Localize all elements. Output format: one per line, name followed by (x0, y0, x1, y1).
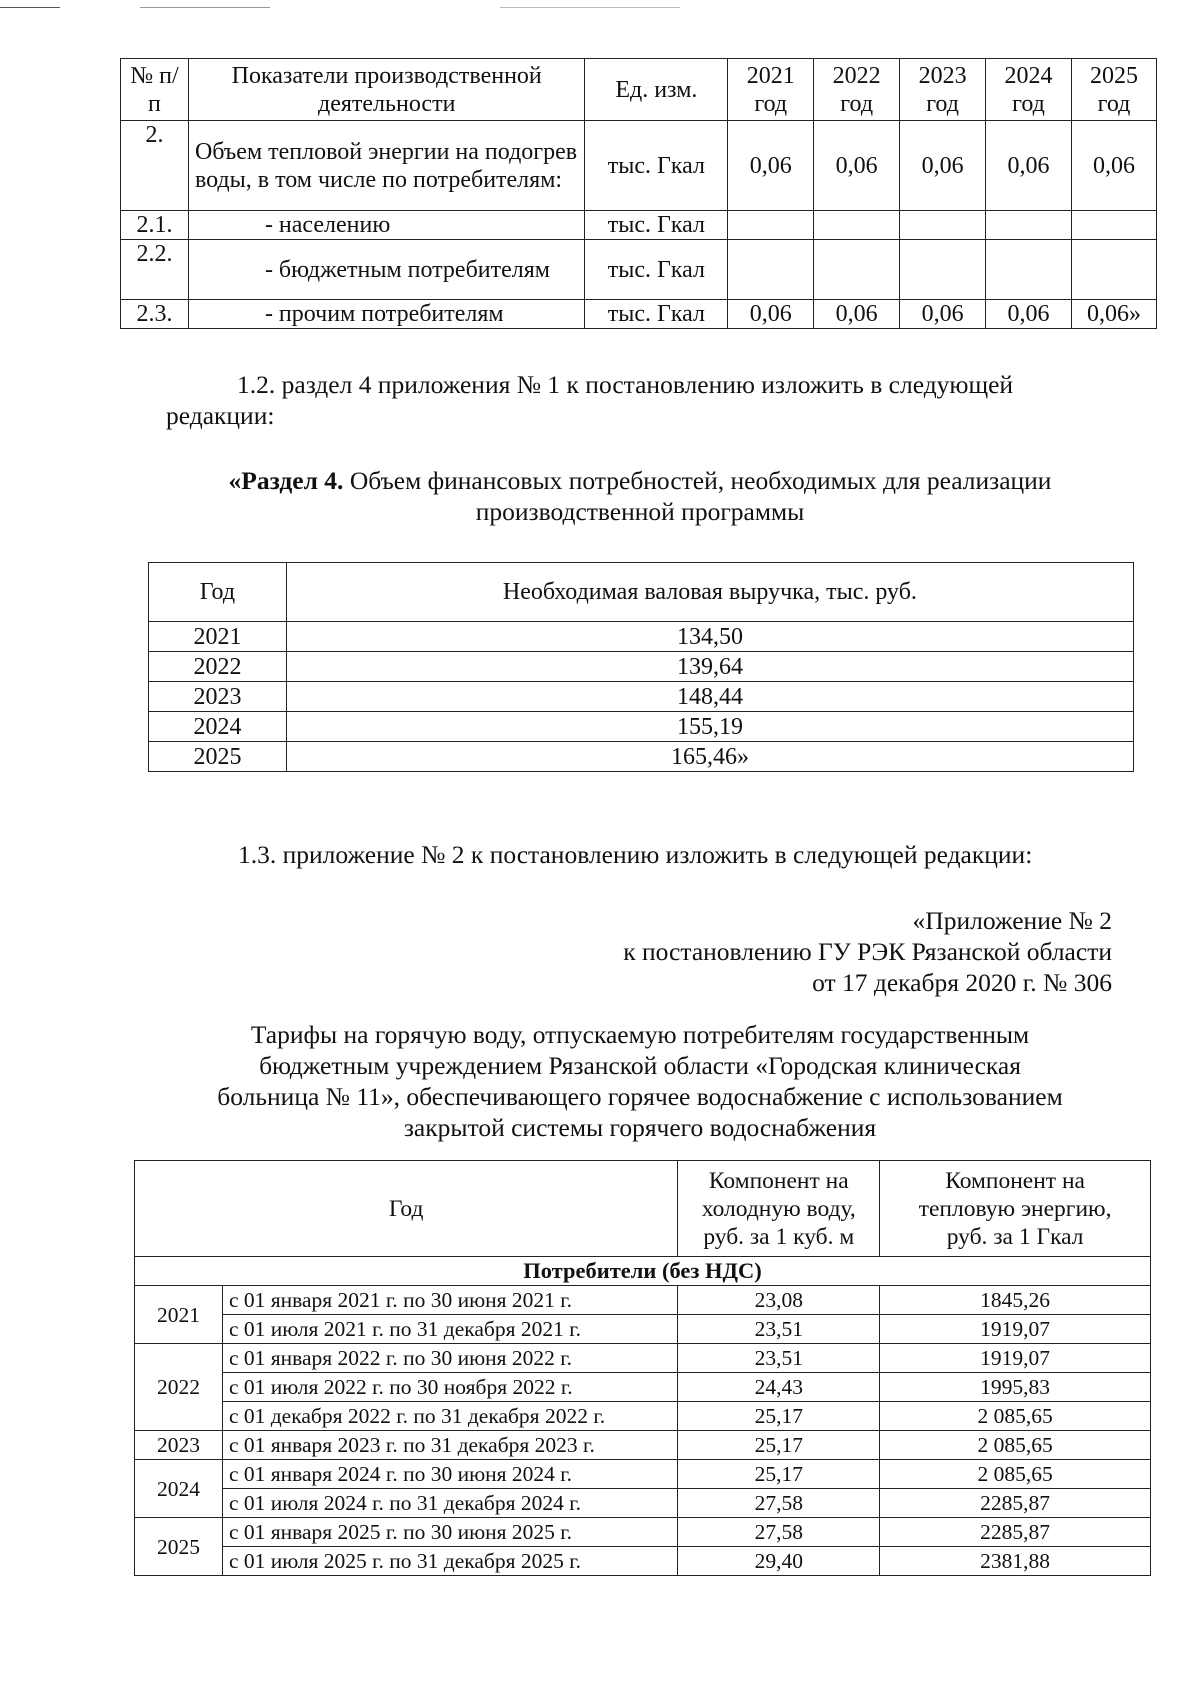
value-cell: 0,06 (1071, 121, 1156, 211)
value-cell (728, 211, 814, 240)
table-row (135, 1518, 1151, 1547)
revenue-cell: 155,19 (286, 712, 1133, 742)
tariff-title-line4: закрытой системы горячего водоснабжения (403, 1113, 877, 1142)
consumers-group-label: Потребители (без НДС) (135, 1257, 1151, 1286)
appendix-line1: «Приложение № 2 (912, 906, 1112, 935)
value-cell (1071, 240, 1156, 300)
scan-mark (0, 7, 60, 8)
period-cell: с 01 января 2022 г. по 30 июня 2022 г. (222, 1344, 677, 1373)
cold-value: 25,17 (678, 1431, 880, 1460)
year-cell: 2021 (149, 622, 287, 652)
heat-value: 1845,26 (880, 1286, 1151, 1315)
revenue-cell: 134,50 (286, 622, 1133, 652)
year-cell: 2025 (149, 742, 287, 772)
year-cell: 2021 (135, 1286, 223, 1344)
table-row (121, 121, 1157, 211)
paragraph-1-2-line2: редакции: (166, 401, 275, 430)
table-row (135, 1315, 1151, 1344)
header-cell: 2024 год (986, 59, 1072, 121)
period-cell: с 01 января 2025 г. по 30 июня 2025 г. (222, 1518, 677, 1547)
year-cell: 2025 (135, 1518, 223, 1576)
header-cell: 2021 год (728, 59, 814, 121)
indicator-name: - населению (188, 211, 585, 240)
tariff-title-line1: Тарифы на горячую воду, отпускаемую потребителям государственным (250, 1020, 1030, 1049)
tariff-title-line3: больница № 11», обеспечивающего горячее водоснабжение с использованием (217, 1082, 1063, 1111)
heat-value: 2 085,65 (880, 1460, 1151, 1489)
indicator-name: Объем тепловой энергии на подогрев воды, в том числе по потребителям: (188, 121, 585, 211)
heat-value: 2285,87 (880, 1518, 1151, 1547)
header-cold-water (678, 1161, 880, 1257)
revenue-table (148, 562, 1134, 772)
unit-cell: тыс. Гкал (585, 300, 728, 329)
value-cell (1071, 211, 1156, 240)
value-cell (986, 211, 1072, 240)
period-cell: с 01 июля 2025 г. по 31 декабря 2025 г. (222, 1547, 677, 1576)
value-cell: 0,06 (728, 121, 814, 211)
table-row (121, 240, 1157, 300)
header-cell: 2023 год (900, 59, 986, 121)
table-row (135, 1373, 1151, 1402)
value-cell: 0,06 (986, 300, 1072, 329)
tariff-title-line2: бюджетным учреждением Рязанской области «Городская клиническая (259, 1051, 1021, 1080)
paragraph-1-3: 1.3. приложение № 2 к постановлению изложить в следующей редакции: (238, 840, 1033, 869)
row-number: 2.3. (121, 300, 189, 329)
indicator-name: - прочим потребителям (188, 300, 585, 329)
value-cell: 0,06 (814, 300, 900, 329)
value-cell: 0,06» (1071, 300, 1156, 329)
value-cell: 0,06 (814, 121, 900, 211)
table-row (121, 211, 1157, 240)
table-row (135, 1402, 1151, 1431)
cold-value: 23,51 (678, 1344, 880, 1373)
period-cell: с 01 июля 2021 г. по 31 декабря 2021 г. (222, 1315, 677, 1344)
period-cell: с 01 июля 2022 г. по 30 ноября 2022 г. (222, 1373, 677, 1402)
cold-value: 25,17 (678, 1402, 880, 1431)
table-row (135, 1431, 1151, 1460)
value-cell (814, 211, 900, 240)
unit-cell: тыс. Гкал (585, 121, 728, 211)
group-row (135, 1257, 1151, 1286)
cold-value: 27,58 (678, 1518, 880, 1547)
section-4-title: Объем финансовых потребностей, необходимых для реализации (343, 466, 1052, 495)
value-cell (900, 240, 986, 300)
tariff-table (134, 1160, 1151, 1576)
value-cell (814, 240, 900, 300)
period-cell: с 01 декабря 2022 г. по 31 декабря 2022 г. (222, 1402, 677, 1431)
value-cell: 0,06 (728, 300, 814, 329)
cold-value: 29,40 (678, 1547, 880, 1576)
year-cell: 2024 (135, 1460, 223, 1518)
cold-value: 23,51 (678, 1315, 880, 1344)
header-cell: Ед. изм. (585, 59, 728, 121)
cold-value: 23,08 (678, 1286, 880, 1315)
production-indicators-table (120, 58, 1157, 329)
header-cold-line: руб. за 1 куб. м (703, 1223, 855, 1250)
section-4-label: «Раздел 4. (228, 466, 344, 495)
appendix-line2: к постановлению ГУ РЭК Рязанской области (623, 937, 1112, 966)
table-row (149, 682, 1134, 712)
heat-value: 2381,88 (880, 1547, 1151, 1576)
table-row (135, 1286, 1151, 1315)
header-cell: № п/п (121, 59, 189, 121)
section-4-heading (0, 465, 1200, 496)
scan-mark (140, 7, 270, 8)
heat-value: 2 085,65 (880, 1431, 1151, 1460)
heat-value: 1919,07 (880, 1315, 1151, 1344)
header-heat-line: Компонент на (945, 1167, 1085, 1194)
period-cell: с 01 января 2023 г. по 31 декабря 2023 г. (222, 1431, 677, 1460)
table-row (149, 712, 1134, 742)
unit-cell: тыс. Гкал (585, 240, 728, 300)
header-cell: 2025 год (1071, 59, 1156, 121)
year-cell: 2023 (149, 682, 287, 712)
paragraph-1-2-line1: 1.2. раздел 4 приложения № 1 к постановлению изложить в следующей (237, 370, 1014, 399)
value-cell (900, 211, 986, 240)
table-header-row (149, 563, 1134, 622)
header-heat-line: руб. за 1 Гкал (946, 1223, 1084, 1250)
row-number: 2.2. (121, 240, 189, 300)
header-cold-line: холодную воду, (701, 1195, 856, 1222)
heat-value: 2 085,65 (880, 1402, 1151, 1431)
header-year: Год (135, 1161, 678, 1257)
row-number: 2. (121, 121, 189, 211)
section-4-heading-line2: производственной программы (475, 497, 805, 526)
indicator-name: - бюджетным потребителям (188, 240, 585, 300)
appendix-line3: от 17 декабря 2020 г. № 306 (812, 968, 1112, 997)
heat-value: 1919,07 (880, 1344, 1151, 1373)
revenue-cell: 148,44 (286, 682, 1133, 712)
table-row (149, 742, 1134, 772)
header-heat-energy (880, 1161, 1151, 1257)
heat-value: 2285,87 (880, 1489, 1151, 1518)
year-cell: 2022 (149, 652, 287, 682)
table-row (135, 1460, 1151, 1489)
period-cell: с 01 января 2024 г. по 30 июня 2024 г. (222, 1460, 677, 1489)
cold-value: 25,17 (678, 1460, 880, 1489)
table-row (135, 1344, 1151, 1373)
year-cell: 2024 (149, 712, 287, 742)
header-cell: Год (149, 563, 287, 622)
value-cell: 0,06 (900, 300, 986, 329)
cold-value: 27,58 (678, 1489, 880, 1518)
header-cell: 2022 год (814, 59, 900, 121)
cold-value: 24,43 (678, 1373, 880, 1402)
table-row (121, 300, 1157, 329)
table-row (135, 1547, 1151, 1576)
table-header-row (121, 59, 1157, 121)
header-cell: Необходимая валовая выручка, тыс. руб. (286, 563, 1133, 622)
header-heat-line: тепловую энергию, (918, 1195, 1112, 1222)
table-row (135, 1489, 1151, 1518)
header-cold-line: Компонент на (708, 1167, 849, 1194)
heat-value: 1995,83 (880, 1373, 1151, 1402)
table-row (149, 622, 1134, 652)
revenue-cell: 139,64 (286, 652, 1133, 682)
year-cell: 2022 (135, 1344, 223, 1431)
value-cell (986, 240, 1072, 300)
header-cell: Показатели производственной деятельности (188, 59, 585, 121)
period-cell: с 01 января 2021 г. по 30 июня 2021 г. (222, 1286, 677, 1315)
revenue-cell: 165,46» (286, 742, 1133, 772)
row-number: 2.1. (121, 211, 189, 240)
value-cell: 0,06 (900, 121, 986, 211)
period-cell: с 01 июля 2024 г. по 31 декабря 2024 г. (222, 1489, 677, 1518)
value-cell: 0,06 (986, 121, 1072, 211)
value-cell (728, 240, 814, 300)
table-row (149, 652, 1134, 682)
scan-mark (500, 7, 680, 8)
year-cell: 2023 (135, 1431, 223, 1460)
unit-cell: тыс. Гкал (585, 211, 728, 240)
table-header-row (135, 1161, 1151, 1257)
